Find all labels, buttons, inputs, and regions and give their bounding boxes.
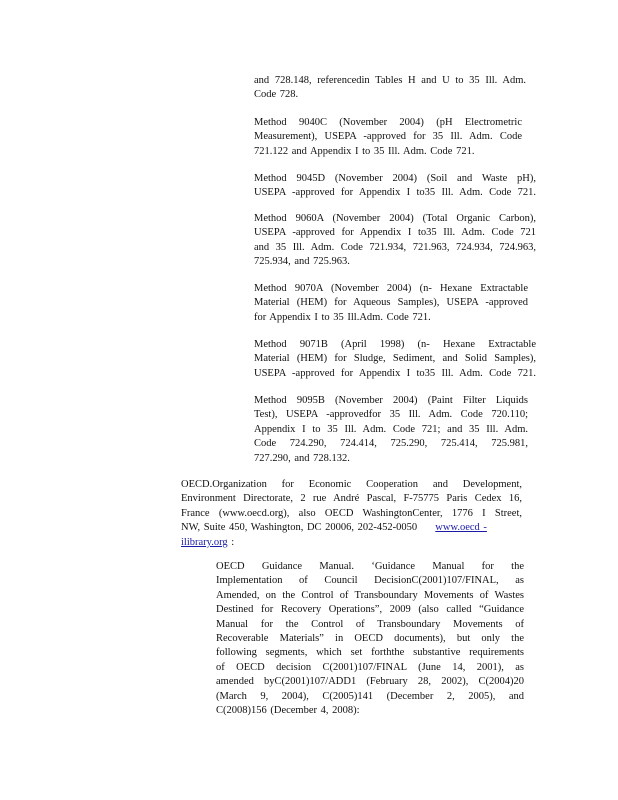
text-line: Method 9071B (April 1998) (n- Hexane Extractable — [254, 339, 536, 350]
text-line: OECD Guidance Manual. ‘Guidance Manual for the — [216, 561, 524, 572]
text-line: Appendix I to 35 Ill. Adm. Code 721; and 35 Ill. Adm. — [254, 423, 528, 435]
text-line: Environment Directorate, 2 rue André Pascal, F-75775 Paris Cedex 16, — [181, 493, 522, 505]
text-line: Method 9060A (November 2004) (Total Organic Carbon), — [254, 213, 536, 224]
text-line: Material (HEM) for Aqueous Samples), USEPA -approved — [254, 297, 528, 309]
text-line: 721.122 and Appendix I to 35 Ill. Adm. Code 721. — [254, 145, 475, 157]
text-line: Material (HEM) for Sludge, Sediment, and Solid Samples), — [254, 353, 536, 365]
paragraph-and-728148 — [254, 74, 526, 103]
text-line: Amended, on the Control of Transboundary Movements of Wastes — [216, 589, 524, 601]
paragraph-method-9070a — [254, 282, 528, 325]
text-line: Method 9045D (November 2004) (Soil and Waste pH), — [254, 173, 536, 184]
text-line: of OECD decision C(2001)107/FINAL (June 14, 2001), as — [216, 661, 524, 673]
text-line: Destined for Recovery Operations”, 2009 (also called “Guidance — [216, 604, 524, 616]
text-line: Method 9070A (November 2004) (n- Hexane Extractable — [254, 283, 528, 294]
text-line: Measurement), USEPA -approved for 35 Ill. Adm. Code — [254, 131, 522, 143]
paragraph-method-9045d — [254, 172, 536, 201]
text-line: C(2008)156 (December 4, 2008): — [216, 705, 360, 717]
text-line: and 35 Ill. Adm. Code 721.934, 721.963, 724.934, 724.963, — [254, 241, 536, 253]
text-line-with-link — [181, 536, 522, 550]
paragraph-method-9071b — [254, 338, 536, 381]
paragraph-method-9095b — [254, 394, 528, 466]
text-line: Recoverable Materials” in OECD documents), but only the — [216, 633, 524, 645]
text-line: 727.290, and 728.132. — [254, 452, 350, 464]
text-line: following segments, which set forththe substantive requirements — [216, 647, 524, 659]
paragraph-oecd-guidance-manual — [216, 560, 524, 718]
text-line: USEPA -approved for Appendix I to35 Ill. Adm. Code 721. — [254, 187, 536, 199]
text-line: Test), USEPA -approvedfor 35 Ill. Adm. Code 720.110; — [254, 409, 528, 421]
paragraph-method-9040c — [254, 116, 522, 159]
text-line: 725.934, and 725.963. — [254, 256, 350, 268]
text-line: Code 728. — [254, 89, 299, 101]
text-line: for Appendix I to 35 Ill.Adm. Code 721. — [254, 311, 431, 323]
oecd-ilibrary-link-continued[interactable]: ilibrary.org — [181, 536, 228, 548]
text-line: USEPA -approved for Appendix I to35 Ill. Adm. Code 721. — [254, 367, 536, 379]
text-line: Method 9095B (November 2004) (Paint Filter Liquids — [254, 395, 528, 406]
text-line: USEPA -approved for Appendix I to35 Ill. Adm. Code 721 — [254, 227, 536, 239]
text-line: Manual for the Control of Transboundary Movements of — [216, 618, 524, 630]
text-line-with-link — [181, 521, 522, 535]
text-line: and 728.148, referencedin Tables H and U to 35 Ill. Adm. — [254, 75, 526, 86]
paragraph-method-9060a — [254, 212, 536, 270]
oecd-ilibrary-link[interactable]: www.oecd - — [435, 522, 487, 534]
text-line: amended byC(2001)107/ADD1 (February 28, 2002), C(2004)20 — [216, 676, 524, 688]
paragraph-oecd-organization — [181, 478, 522, 550]
text-line: Code 724.290, 724.414, 725.290, 725.414, 725.981, — [254, 438, 528, 450]
text-segment: NW, Suite 450, Washington, DC 20006, 202-452-0050 — [181, 522, 418, 534]
text-line: France (www.oecd.org), also OECD WashingtonCenter, 1776 I Street, — [181, 507, 522, 519]
text-line: (March 9, 2004), C(2005)141 (December 2, 2005), and — [216, 690, 524, 702]
text-line: Implementation of Council DecisionC(2001)107/FINAL, as — [216, 575, 524, 587]
text-line: Method 9040C (November 2004) (pH Electrometric — [254, 117, 522, 128]
text-line: OECD.Organization for Economic Cooperation and Development, — [181, 479, 522, 490]
text-segment: : — [227, 536, 235, 548]
